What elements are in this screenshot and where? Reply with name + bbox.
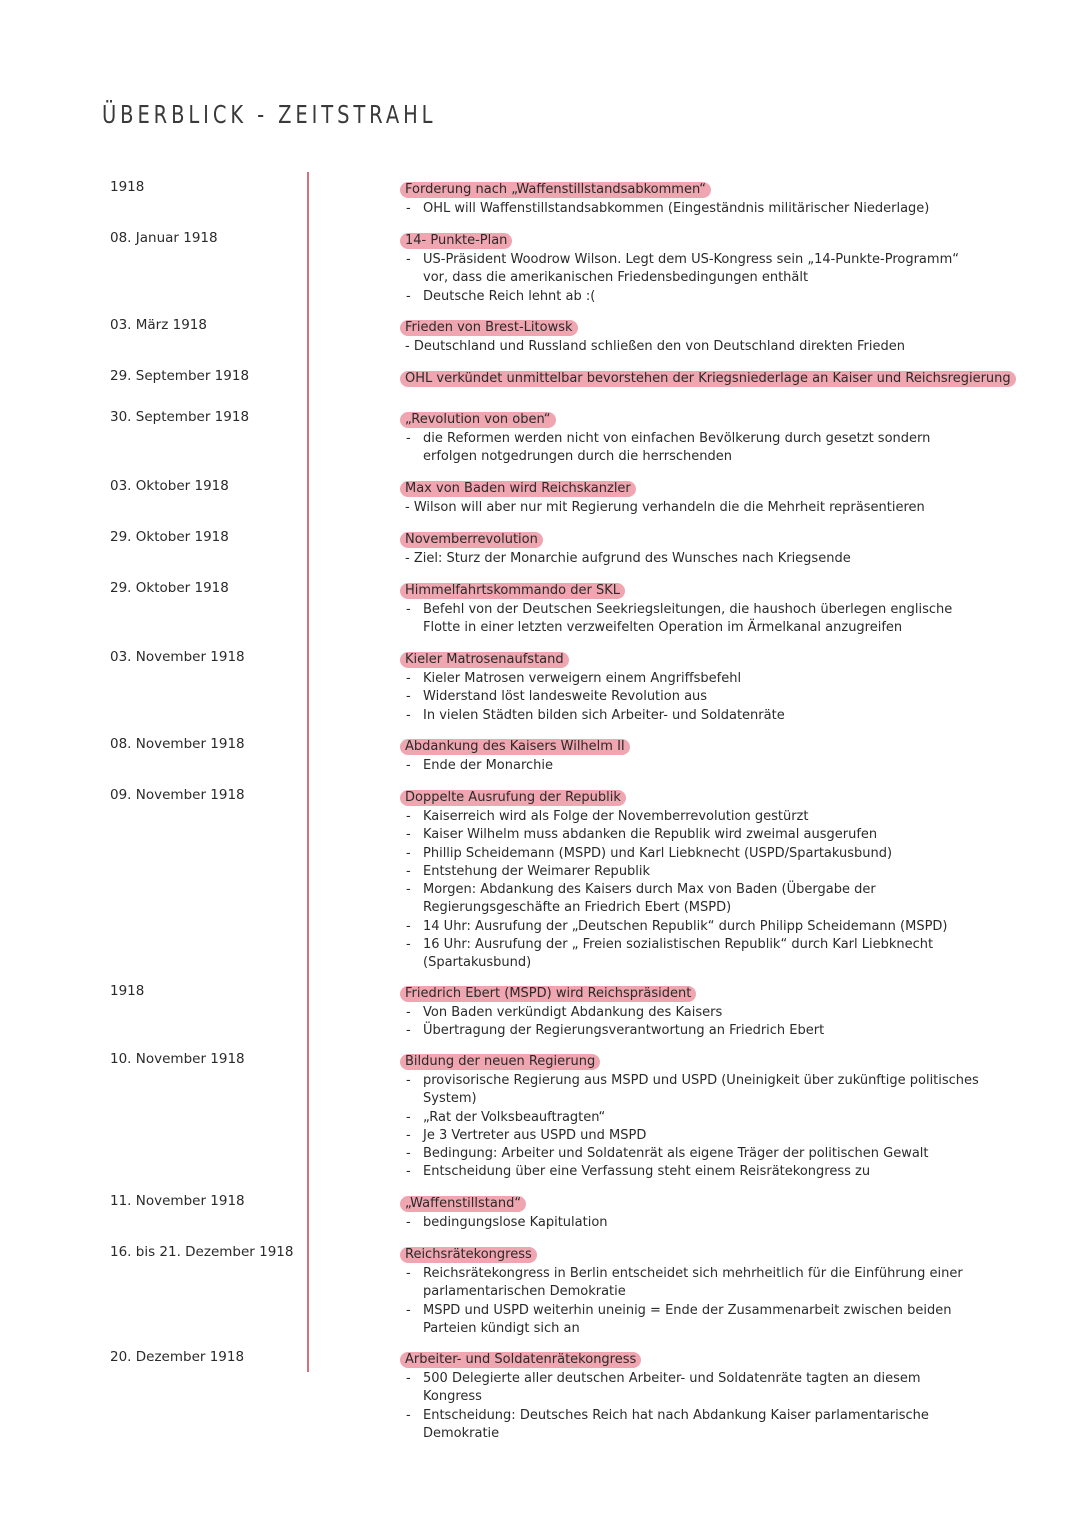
entry-date: 03. März 1918 xyxy=(110,317,207,333)
entry-date: 29. Oktober 1918 xyxy=(110,529,229,545)
entry-heading: Arbeiter- und Soldatenrätekongress xyxy=(400,1352,641,1368)
entry-body xyxy=(400,408,980,467)
entry-heading: „Waffenstillstand“ xyxy=(400,1196,526,1212)
entry-bullet-list xyxy=(400,200,980,218)
entry-bullet: - Entstehung der Weimarer Republik xyxy=(400,863,980,881)
entry-body xyxy=(400,229,980,306)
entry-bullet: - Reichsrätekongress in Berlin entscheidet sich mehrheitlich für die Einführung einer parlamentarischen Demokratie xyxy=(400,1265,980,1302)
entry-heading: Doppelte Ausrufung der Republik xyxy=(400,790,626,806)
entry-bullet-list xyxy=(400,757,980,775)
entry-date: 03. November 1918 xyxy=(110,649,245,665)
entry-body xyxy=(400,1192,980,1232)
entry-date: 1918 xyxy=(110,179,145,195)
entry-date: 29. September 1918 xyxy=(110,368,250,384)
entry-heading: Abdankung des Kaisers Wilhelm II xyxy=(400,739,630,755)
entry-bullet: - Phillip Scheidemann (MSPD) und Karl Liebknecht (USPD/Spartakusbund) xyxy=(400,845,980,863)
entry-bullet: - US-Präsident Woodrow Wilson. Legt dem US-Kongress sein „14-Punkte-Programm“ vor, dass die amerikanischen Friedensbedingungen enthält xyxy=(400,251,980,288)
entry-heading: Kieler Matrosenaufstand xyxy=(400,652,569,668)
entry-bullet: - „Rat der Volksbeauftragten“ xyxy=(400,1109,980,1127)
entry-date: 08. November 1918 xyxy=(110,736,245,752)
entry-body xyxy=(400,367,1011,387)
entry-body xyxy=(400,528,980,568)
entry-date: 08. Januar 1918 xyxy=(110,230,218,246)
entry-bullet-list xyxy=(400,1072,980,1182)
entry-body xyxy=(400,579,980,638)
entry-bullet: - Deutsche Reich lehnt ab :( xyxy=(400,288,980,306)
entry-bullet: - Je 3 Vertreter aus USPD und MSPD xyxy=(400,1127,980,1145)
entry-bullet-list xyxy=(400,601,980,638)
entry-bullet-list xyxy=(400,251,980,306)
entry-bullet: - Morgen: Abdankung des Kaisers durch Max von Baden (Übergabe der Regierungsgeschäfte an Friedrich Ebert (MSPD) xyxy=(400,881,980,918)
entry-body xyxy=(400,316,980,356)
entry-bullet: - Kaiser Wilhelm muss abdanken die Republik wird zweimal ausgerufen xyxy=(400,826,980,844)
entry-bullet: - 16 Uhr: Ausrufung der „ Freien sozialistischen Republik“ durch Karl Liebknecht (Spartakusbund) xyxy=(400,936,980,973)
entry-bullet: - Bedingung: Arbeiter und Soldatenrät als eigene Träger der politischen Gewalt xyxy=(400,1145,980,1163)
entry-body xyxy=(400,648,980,725)
entry-bullet: - Übertragung der Regierungsverantwortung an Friedrich Ebert xyxy=(400,1022,980,1040)
entry-heading: „Revolution von oben“ xyxy=(400,412,556,428)
entry-heading: Novemberrevolution xyxy=(400,532,543,548)
entry-bullet: - Entscheidung über eine Verfassung steht einem Reisrätekongress zu xyxy=(400,1163,980,1181)
entry-body xyxy=(400,1050,980,1182)
entry-bullet: - Von Baden verkündigt Abdankung des Kaisers xyxy=(400,1004,980,1022)
entry-bullet: - Entscheidung: Deutsches Reich hat nach Abdankung Kaiser parlamentarische Demokratie xyxy=(400,1407,980,1444)
entry-bullet-list xyxy=(400,1265,980,1338)
entry-bullet: - Ende der Monarchie xyxy=(400,757,980,775)
entry-bullet: - OHL will Waffenstillstandsabkommen (Eingeständnis militärischer Niederlage) xyxy=(400,200,980,218)
entry-date: 20. Dezember 1918 xyxy=(110,1349,245,1365)
entry-heading: 14- Punkte-Plan xyxy=(400,233,512,249)
entry-heading: OHL verkündet unmittelbar bevorstehen der Kriegsniederlage an Kaiser und Reichsregierung xyxy=(400,371,1016,387)
entry-heading: Forderung nach „Waffenstillstandsabkommen“ xyxy=(400,182,711,198)
entry-bullet: - Kaiserreich wird als Folge der Novemberrevolution gestürzt xyxy=(400,808,980,826)
entry-bullet: - Befehl von der Deutschen Seekriegsleitungen, die haushoch überlegen englische Flotte in einer letzten verzweifelten Operation im Ärmelkanal anzugreifen xyxy=(400,601,980,638)
entry-bullet: - provisorische Regierung aus MSPD und USPD (Uneinigkeit über zukünftige politisches System) xyxy=(400,1072,980,1109)
entry-heading: Himmelfahrtskommando der SKL xyxy=(400,583,625,599)
entry-bullet: - Widerstand löst landesweite Revolution aus xyxy=(400,688,980,706)
entry-bullet: - bedingungslose Kapitulation xyxy=(400,1214,980,1232)
entry-bullet-list xyxy=(400,1004,980,1041)
entry-body xyxy=(400,786,980,973)
entry-body xyxy=(400,477,980,517)
entry-date: 11. November 1918 xyxy=(110,1193,245,1209)
entry-note: - Deutschland und Russland schließen den von Deutschland direkten Frieden xyxy=(405,339,906,354)
entry-body xyxy=(400,1243,980,1338)
entry-date: 09. November 1918 xyxy=(110,787,245,803)
entry-body xyxy=(400,735,980,775)
entry-bullet: - 500 Delegierte aller deutschen Arbeiter- und Soldatenräte tagten an diesem Kongress xyxy=(400,1370,980,1407)
page-title: ÜBERBLICK - ZEITSTRAHL xyxy=(102,100,437,129)
entry-note: - Wilson will aber nur mit Regierung verhandeln die die Mehrheit repräsentieren xyxy=(405,500,925,515)
entry-heading: Max von Baden wird Reichskanzler xyxy=(400,481,636,497)
entry-heading: Frieden von Brest-Litowsk xyxy=(400,320,578,336)
entry-body xyxy=(400,178,980,218)
entry-bullet: - die Reformen werden nicht von einfachen Bevölkerung durch gesetzt sondern erfolgen notgedrungen durch die herrschenden xyxy=(400,430,980,467)
entry-note: - Ziel: Sturz der Monarchie aufgrund des Wunsches nach Kriegsende xyxy=(405,551,851,566)
entry-bullet: - MSPD und USPD weiterhin uneinig = Ende der Zusammenarbeit zwischen beiden Parteien kündigt sich an xyxy=(400,1302,980,1339)
entry-bullet-list xyxy=(400,670,980,725)
entry-bullet-list xyxy=(400,1370,980,1443)
entry-date: 29. Oktober 1918 xyxy=(110,580,229,596)
timeline-line xyxy=(307,172,309,1372)
entry-heading: Reichsrätekongress xyxy=(400,1247,537,1263)
entry-heading: Friedrich Ebert (MSPD) wird Reichspräsident xyxy=(400,986,696,1002)
entry-body xyxy=(400,982,980,1041)
entry-date: 10. November 1918 xyxy=(110,1051,245,1067)
entry-bullet-list xyxy=(400,430,980,467)
entry-bullet: - Kieler Matrosen verweigern einem Angriffsbefehl xyxy=(400,670,980,688)
entry-date: 30. September 1918 xyxy=(110,409,250,425)
entry-heading: Bildung der neuen Regierung xyxy=(400,1054,600,1070)
entry-date: 03. Oktober 1918 xyxy=(110,478,229,494)
entry-date: 16. bis 21. Dezember 1918 xyxy=(110,1244,294,1260)
entry-body xyxy=(400,1348,980,1443)
entry-bullet-list xyxy=(400,808,980,973)
entry-bullet: - In vielen Städten bilden sich Arbeiter- und Soldatenräte xyxy=(400,707,980,725)
entry-bullet: - 14 Uhr: Ausrufung der „Deutschen Republik“ durch Philipp Scheidemann (MSPD) xyxy=(400,918,980,936)
entry-date: 1918 xyxy=(110,983,145,999)
entry-bullet-list xyxy=(400,1214,980,1232)
